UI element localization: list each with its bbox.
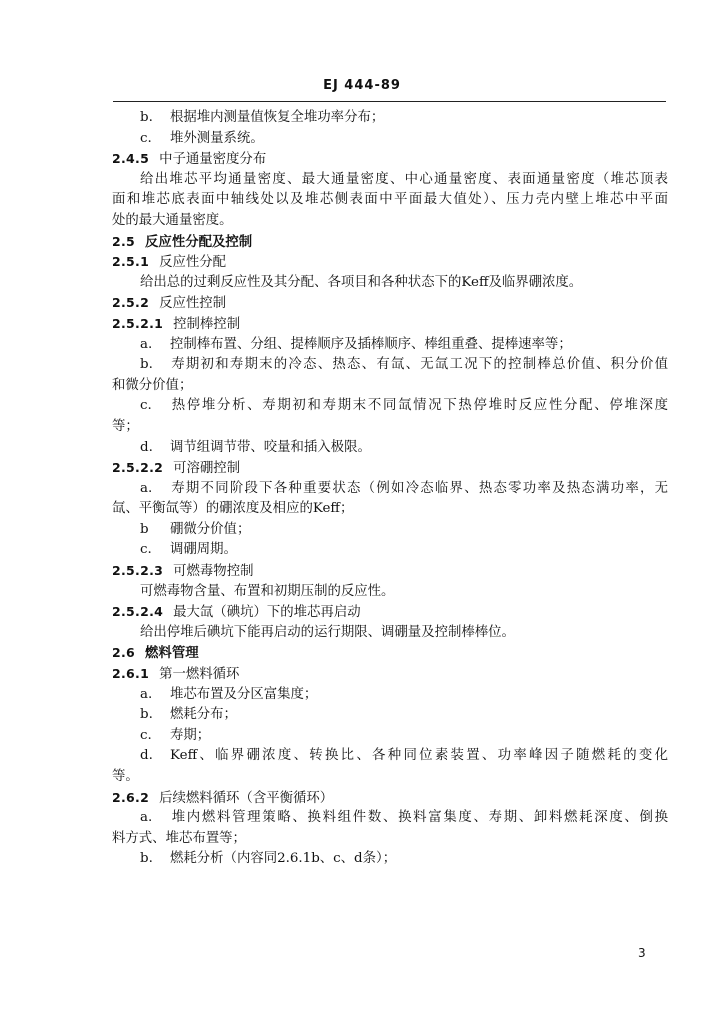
section-heading [112,232,668,253]
item-mark: c. [140,398,152,414]
paragraph-line: 料方式、堆芯布置等； [112,830,246,846]
section-heading [112,561,668,582]
item-text: 燃耗分布； [170,707,237,723]
list-item [112,335,668,356]
section-number: 2.5 [112,233,136,249]
item-text: 硼微分价值； [170,521,251,537]
paragraph-line: 给出总的过剩反应性及其分配、各项目和各种状态下的Keff及临界硼浓度。 [140,274,583,290]
item-text: 堆外测量系统。 [170,130,264,146]
standard-code: EJ 444-89 [323,78,401,93]
section-title: 中子通量密度分布 [159,152,267,168]
section-number: 2.5.2.1 [112,315,164,331]
section-heading [112,314,668,335]
section-title: 反应性分配 [159,255,227,271]
section-heading [112,252,668,273]
section-number: 2.5.2 [112,295,150,311]
item-mark: c. [140,130,152,146]
list-item [112,746,668,767]
item-text: 堆内燃料管理策略、换料组件数、换料富集度、寿期、卸料燃耗深度、倒换 [170,810,668,826]
item-mark: b. [140,110,153,125]
item-text: 寿期； [170,727,211,743]
paragraph-line: 等； [112,418,139,434]
section-number: 2.5.1 [112,254,150,270]
list-item [112,396,668,417]
section-heading [112,643,668,664]
item-text: 堆芯布置及分区富集度； [170,686,318,702]
paragraph-line: 氙、平衡氙等）的硼浓度及相应的Keff； [112,501,354,517]
section-title: 可溶硼控制 [173,461,241,477]
section-title: 最大氙（碘坑）下的堆芯再启动 [173,605,361,621]
item-mark: d. [140,439,153,455]
document-body [112,108,668,870]
list-item [112,705,668,726]
item-mark: a. [140,686,153,702]
section-number: 2.6.1 [112,666,150,682]
section-number: 2.6 [112,645,136,661]
section-heading [112,602,668,623]
section-title: 第一燃料循环 [159,667,240,683]
section-number: 2.5.2.2 [112,460,164,476]
item-mark: b. [140,707,153,723]
section-number: 2.5.2.3 [112,563,164,579]
list-item [112,479,668,500]
section-title: 控制棒控制 [173,316,241,332]
header-rule [113,101,666,102]
item-text: 调节组调节带、咬量和插入极限。 [170,439,371,455]
list-item [112,520,668,541]
paragraph-line: 给出停堆后碘坑下能再启动的运行期限、调硼量及控制棒棒位。 [140,624,515,640]
item-text: 热停堆分析、寿期初和寿期末不同氙情况下热停堆时反应性分配、停堆深度 [170,398,668,414]
section-number: 2.6.2 [112,789,150,805]
section-title: 可燃毒物控制 [173,564,254,580]
item-mark: b. [140,851,153,867]
section-title: 后续燃料循环（含平衡循环） [159,790,334,806]
item-text: 根据堆内测量值恢复全堆功率分布； [170,110,385,125]
item-mark: d. [140,748,153,764]
section-heading [112,149,668,170]
item-text: 燃耗分析（内容同2.6.1b、c、d条）； [170,851,397,867]
item-text: 寿期初和寿期末的冷态、热态、有氙、无氙工况下的控制棒总价值、积分价值 [170,357,668,373]
list-item [112,355,668,376]
paragraph-line: 处的最大通量密度。 [112,212,233,228]
list-item [112,108,668,129]
list-item [112,849,668,870]
section-heading [112,664,668,685]
list-item [112,685,668,706]
paragraph-line: 给出堆芯平均通量密度、最大通量密度、中心通量密度、表面通量密度（堆芯顶表 [140,171,668,187]
section-title: 反应性控制 [159,296,227,312]
item-text: Keff、临界硼浓度、转换比、各种同位素装置、功率峰因子随燃耗的变化 [170,748,668,764]
item-mark: a. [140,480,153,496]
paragraph-line: 面和堆芯底表面中轴线处以及堆芯侧表面中平面最大值处）、压力壳内壁上堆芯中平面 [112,192,668,208]
section-title: 燃料管理 [145,645,199,662]
paragraph-line: 可燃毒物含量、布置和初期压制的反应性。 [140,583,395,599]
paragraph-line: 和微分价值； [112,377,193,393]
item-mark: a. [140,810,153,826]
item-mark: c. [140,542,152,558]
list-item [112,808,668,829]
item-mark: b [140,521,149,537]
section-number: 2.5.2.4 [112,604,164,620]
paragraph-line: 等。 [112,769,139,784]
list-item [112,540,668,561]
section-title: 反应性分配及控制 [145,233,253,250]
item-text: 控制棒布置、分组、提棒顺序及插棒顺序、棒组重叠、提棒速率等； [170,336,572,352]
section-heading [112,293,668,314]
section-heading [112,458,668,479]
list-item [112,726,668,747]
page-number: 3 [638,946,646,960]
section-number: 2.4.5 [112,151,150,167]
list-item [112,129,668,150]
item-mark: c. [140,727,152,743]
item-text: 调硼周期。 [170,542,237,558]
list-item [112,438,668,459]
item-mark: b. [140,357,153,373]
item-mark: a. [140,336,153,352]
section-heading [112,788,668,809]
item-text: 寿期不同阶段下各种重要状态（例如冷态临界、热态零功率及热态满功率，无 [170,480,668,496]
